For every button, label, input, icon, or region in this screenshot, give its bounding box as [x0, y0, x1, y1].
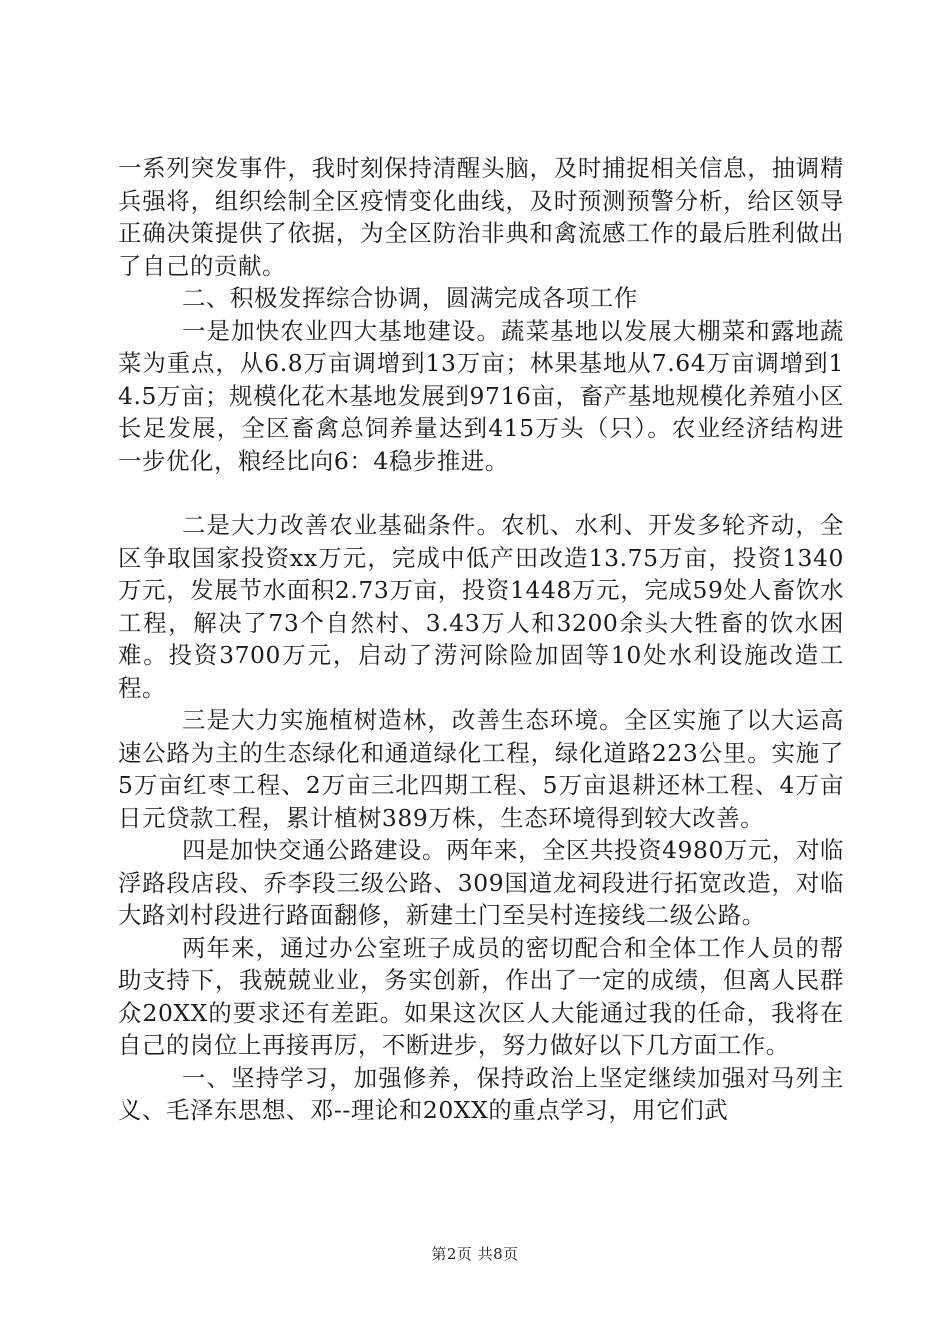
paragraph-agriculture-bases: 一是加快农业四大基地建设。蔬菜基地以发展大棚菜和露地蔬菜为重点，从6.8万亩调增到13万亩；林果基地从7.64万亩调增到14.5万亩；规模化花木基地发展到9716亩，畜产基地规模化养殖小区长足发展，全区畜禽总饲养量达到415万头（只）。农业经济结构进一步优化，粮经比向6：4稳步推进。 — [118, 316, 844, 475]
paragraph-agriculture-infrastructure: 二是大力改善农业基础条件。农机、水利、开发多轮齐动，全区争取国家投资xx万元，完成中低产田改造13.75万亩，投资1340万元，发展节水面积2.73万亩，投资1448万元，完成59处人畜饮水工程，解决了73个自然村、3.43万人和3200余头大牲畜的饮水困难。投资3700万元，启动了涝河除险加固等10处水利设施改造工程。 — [118, 511, 844, 702]
paragraph-road-construction: 四是加快交通公路建设。两年来，全区共投资4980万元，对临浮路段店段、乔李段三级公路、309国道龙祠段进行拓宽改造，对临大路刘村段进行路面翻修，新建土门至吴村连接线二级公路。 — [118, 836, 844, 929]
paragraph-summary: 两年来，通过办公室班子成员的密切配合和全体工作人员的帮助支持下，我兢兢业业，务实创新，作出了一定的成绩，但离人民群众20XX的要求还有差距。如果这次区人大能通过我的任命，我将在自己的岗位上再接再厉，不断进步，努力做好以下几方面工作。 — [118, 933, 844, 1059]
paragraph-study-commitment: 一、坚持学习，加强修养，保持政治上坚定继续加强对马列主义、毛泽东思想、邓--理论和20XX的重点学习，用它们武 — [118, 1063, 844, 1124]
section-heading-coordination: 二、积极发挥综合协调，圆满完成各项工作 — [182, 284, 638, 312]
paragraph-epidemic-response: 一系列突发事件，我时刻保持清醒头脑，及时捕捉相关信息，抽调精兵强将，组织绘制全区疫情变化曲线，及时预测预警分析，给区领导正确决策提供了依据，为全区防治非典和禽流感工作的最后胜利做出了自己的贡献。 — [118, 154, 844, 280]
document-body — [118, 152, 844, 1127]
page-number-footer: 第2页 共8页 — [431, 1245, 519, 1263]
paragraph-spacer — [118, 477, 844, 509]
paragraph-afforestation: 三是大力实施植树造林，改善生态环境。全区实施了以大运高速公路为主的生态绿化和通道绿化工程，绿化道路223公里。实施了5万亩红枣工程、2万亩三北四期工程、5万亩退耕还林工程、4万亩日元贷款工程，累计植树389万株，生态环境得到较大改善。 — [118, 706, 844, 832]
